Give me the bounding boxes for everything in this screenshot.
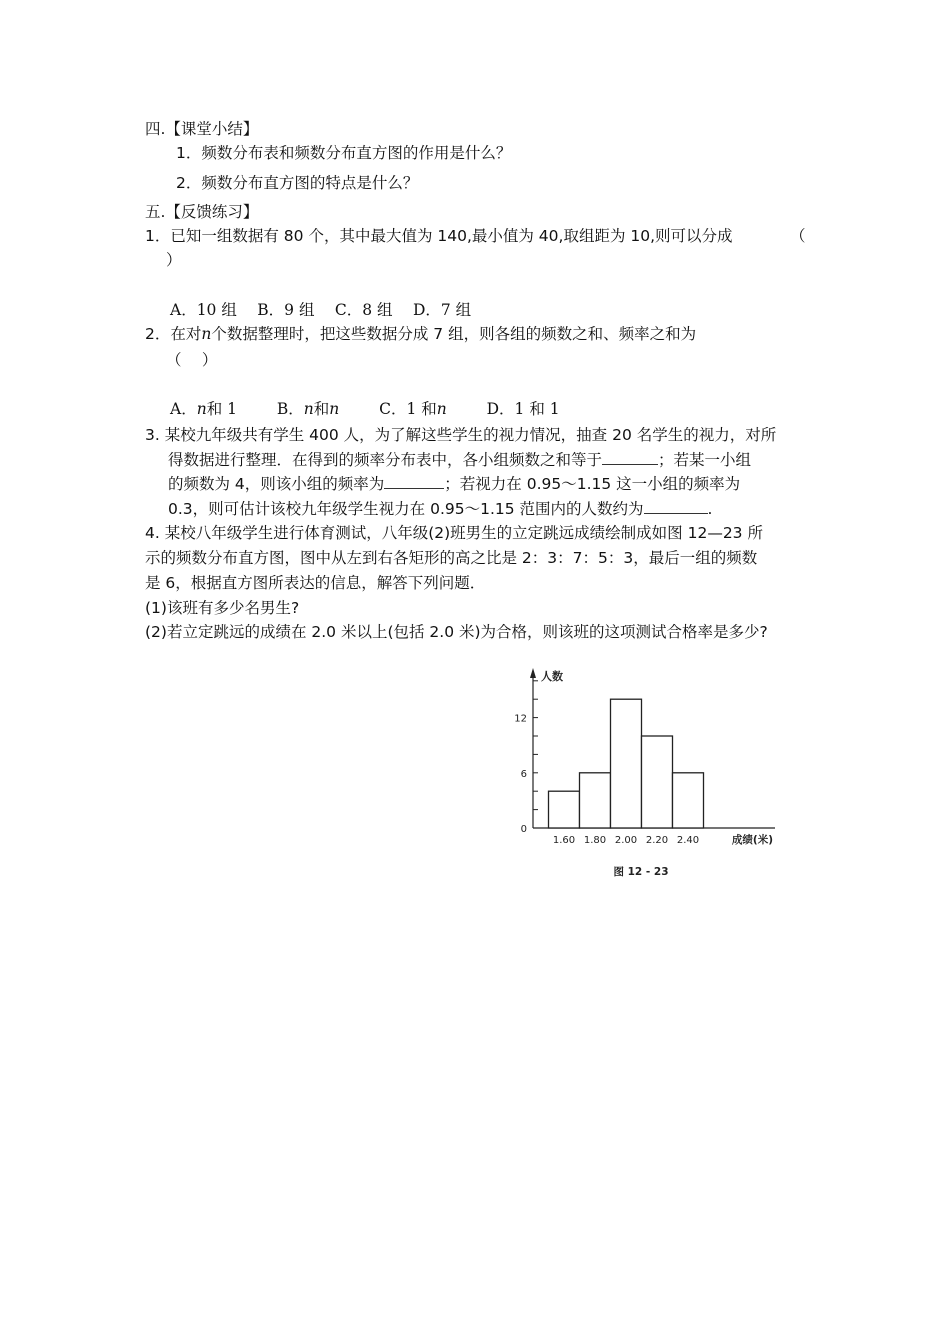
problem-4-line-2: 示的频数分布直方图，图中从左到右各矩形的高之比是 2：3：7：5：3，最后一组的频数 <box>145 549 758 567</box>
option-b-var1: n <box>303 400 314 418</box>
problem-1-bracket-open: （ <box>790 227 806 245</box>
problem-3-line-1: 3. 某校九年级共有学生 400 人，为了解这些学生的视力情况，抽查 20 名学生的视力，对所 <box>145 426 777 444</box>
x-tick-label: 2.00 <box>614 835 638 846</box>
problem-4-line-3: 是 6，根据直方图所表达的信息，解答下列问题． <box>145 574 486 592</box>
problem-3-line-2 <box>168 449 751 471</box>
option-c-var: n <box>436 400 447 418</box>
x-tick-label: 2.20 <box>645 835 669 846</box>
histogram-bar <box>673 773 704 828</box>
problem-2-text-a: 2．在对 <box>145 325 202 343</box>
option-b-mid: 和 <box>313 400 330 418</box>
answer-blank[interactable] <box>384 474 444 489</box>
problem-3-line-4 <box>168 498 712 520</box>
option-b <box>277 400 339 418</box>
problem-4-question-2: (2)若立定跳远的成绩在 2.0 米以上(包括 2.0 米)为合格，则该班的这项测试合格率是多少? <box>145 623 768 641</box>
option-a-label: A． <box>170 400 197 418</box>
problem-1-bracket-close: ） <box>166 251 182 269</box>
problem-3-line-3 <box>168 473 740 495</box>
x-tick-label: 1.60 <box>552 835 576 846</box>
problem-3-line-4b: . <box>707 500 713 518</box>
histogram-chart <box>505 660 795 885</box>
y-axis-label: 人数 <box>541 670 563 683</box>
option-d: D．1 和 1 <box>486 400 560 418</box>
option-b-label: B． <box>276 400 304 418</box>
y-tick-label: 0 <box>520 824 527 835</box>
summary-question-2: 2．频数分布直方图的特点是什么？ <box>176 174 419 192</box>
answer-blank[interactable] <box>644 499 708 514</box>
x-tick-label: 1.80 <box>583 835 607 846</box>
summary-question-1: 1．频数分布表和频数分布直方图的作用是什么？ <box>176 144 512 162</box>
y-axis-arrow <box>530 668 536 678</box>
x-axis-label: 成绩(米) <box>731 834 773 846</box>
problem-2-bracket: （ ） <box>166 351 218 369</box>
option-c-label: C．1 和 <box>379 400 437 418</box>
histogram-bar <box>642 736 673 828</box>
x-tick-label: 2.40 <box>676 835 700 846</box>
problem-3-line-4a: 0.3，则可估计该校九年级学生视力在 0.95～1.15 范围内的人数约为 <box>168 500 644 518</box>
problem-2-options <box>170 398 560 420</box>
feedback-heading: 五.【反馈练习】 <box>145 203 259 221</box>
figure-caption: 图 12 - 23 <box>613 866 669 878</box>
problem-1-text: 1．已知一组数据有 80 个，其中最大值为 140,最小值为 40,取组距为 10,则可以分成 <box>145 227 733 245</box>
problem-4-line-1: 4. 某校八年级学生进行体育测试，八年级(2)班男生的立定跳远成绩绘制成如图 12—23 所 <box>145 524 763 542</box>
histogram-bar <box>580 773 611 828</box>
y-tick-label: 6 <box>520 768 527 780</box>
histogram-bar <box>611 699 642 828</box>
problem-4-question-1: (1)该班有多少名男生? <box>145 599 300 617</box>
problem-2-text-b: 个数据整理时，把这些数据分成 7 组，则各组的频数之和、频率之和为 <box>211 325 697 343</box>
problem-3-line-2b: ；若某一小组 <box>658 451 752 469</box>
problem-3-line-3b: ；若视力在 0.95～1.15 这一小组的频率为 <box>444 475 741 493</box>
summary-heading: 四.【课堂小结】 <box>145 120 259 138</box>
problem-3-line-3a: 的频数为 4，则该小组的频率为 <box>168 475 385 493</box>
option-c <box>379 400 447 418</box>
problem-2-text <box>145 323 696 345</box>
problem-3-line-2a: 得数据进行整理．在得到的频率分布表中，各小组频数之和等于 <box>168 451 603 469</box>
answer-blank[interactable] <box>602 450 658 465</box>
option-a <box>170 400 237 418</box>
option-b-var2: n <box>329 400 340 418</box>
problem-1-options: A．10 组 B．9 组 C．8 组 D．7 组 <box>170 301 472 319</box>
y-tick-label: 12 <box>514 713 527 725</box>
option-a-var: n <box>196 400 207 418</box>
histogram-bar <box>549 791 580 828</box>
problem-2-var: n <box>201 325 212 343</box>
option-a-post: 和 1 <box>206 400 237 418</box>
